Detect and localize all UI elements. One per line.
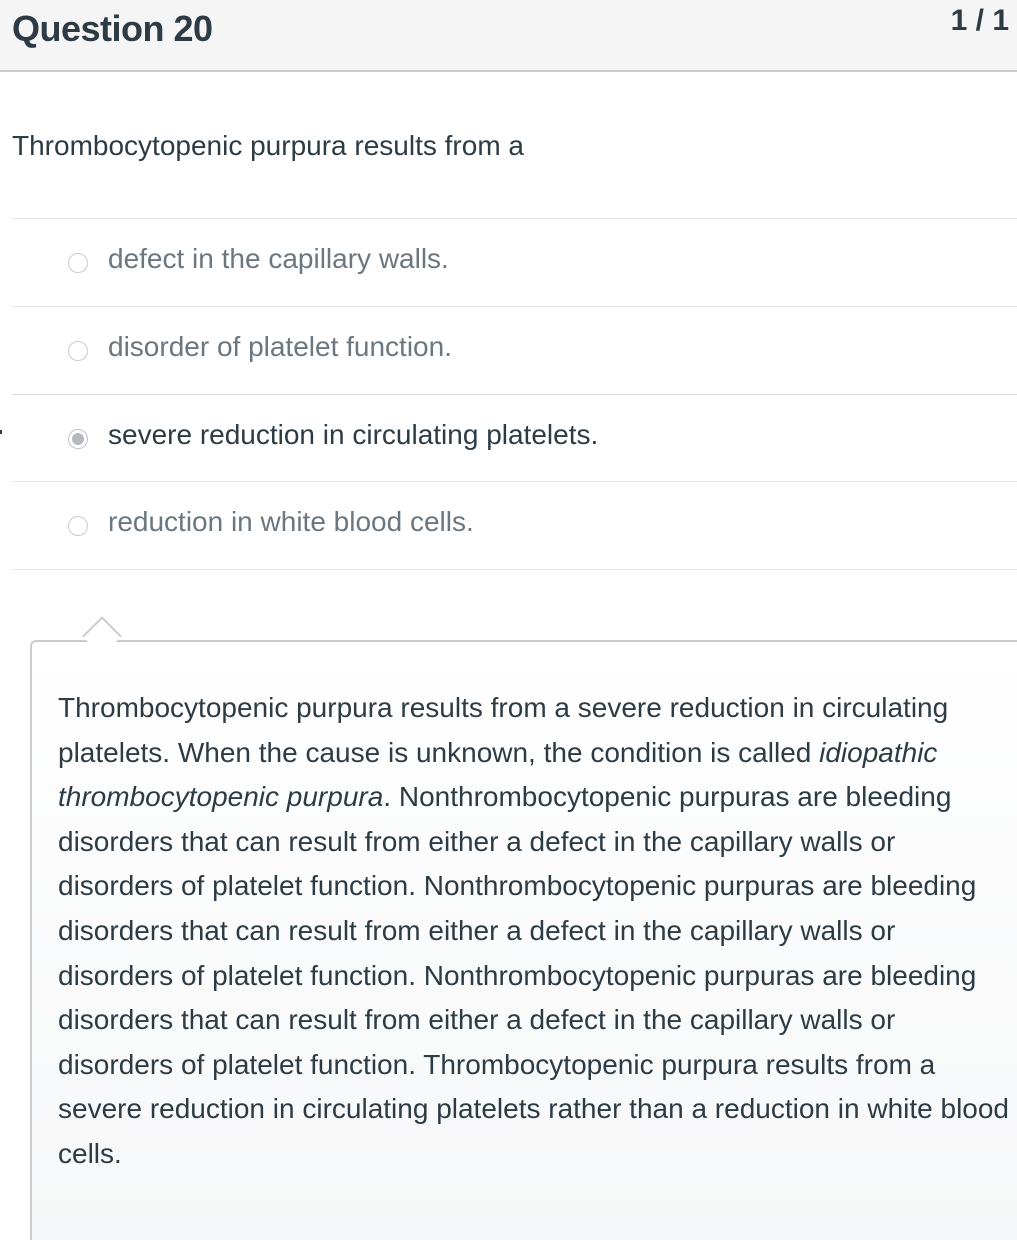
answer-option[interactable] xyxy=(12,482,1017,570)
feedback-text xyxy=(58,686,1013,1177)
radio-checked-icon[interactable] xyxy=(68,429,88,449)
answer-label: disorder of platelet function. xyxy=(108,331,452,362)
feedback-text-part1: Thrombocytopenic purpura results from a severe reduction in circulating platelets. When the cause is unknown, the condition is called xyxy=(58,692,949,768)
answer-label: severe reduction in circulating platelets. xyxy=(108,419,599,450)
answer-list xyxy=(12,218,1017,570)
question-score: 1 / 1 xyxy=(950,4,1009,37)
answer-option[interactable] xyxy=(12,307,1017,395)
feedback-text-part2: . Nonthrombocytopenic purpuras are bleeding disorders that can result from either a defect in the capillary walls or disorders of platelet function. Nonthrombocytopenic purpuras are bleeding disorders that can result from either a defect in the capillary walls or disorders of platelet function. Nonthrombocytopenic purpuras are bleeding disorders that can result from either a defect in the capillary walls or disorders of platelet function. Thrombocytopenic purpura results from a severe reduction in circulating platelets rather than a reduction in white blood cells. xyxy=(58,781,1010,1169)
answer-option[interactable] xyxy=(12,219,1017,307)
radio-unchecked-icon[interactable] xyxy=(68,253,88,273)
answer-label: reduction in white blood cells. xyxy=(108,506,474,537)
radio-unchecked-icon[interactable] xyxy=(68,341,88,361)
answer-label: defect in the capillary walls. xyxy=(108,243,449,274)
edge-mark xyxy=(0,430,2,434)
question-header xyxy=(0,0,1017,72)
question-text: Thrombocytopenic purpura results from a xyxy=(12,130,524,161)
feedback-text-italic: idiopathic thrombocytopenic purpura xyxy=(58,736,938,813)
answer-option-selected[interactable] xyxy=(12,394,1017,482)
radio-unchecked-icon[interactable] xyxy=(68,516,88,536)
question-title: Question 20 xyxy=(12,8,213,49)
